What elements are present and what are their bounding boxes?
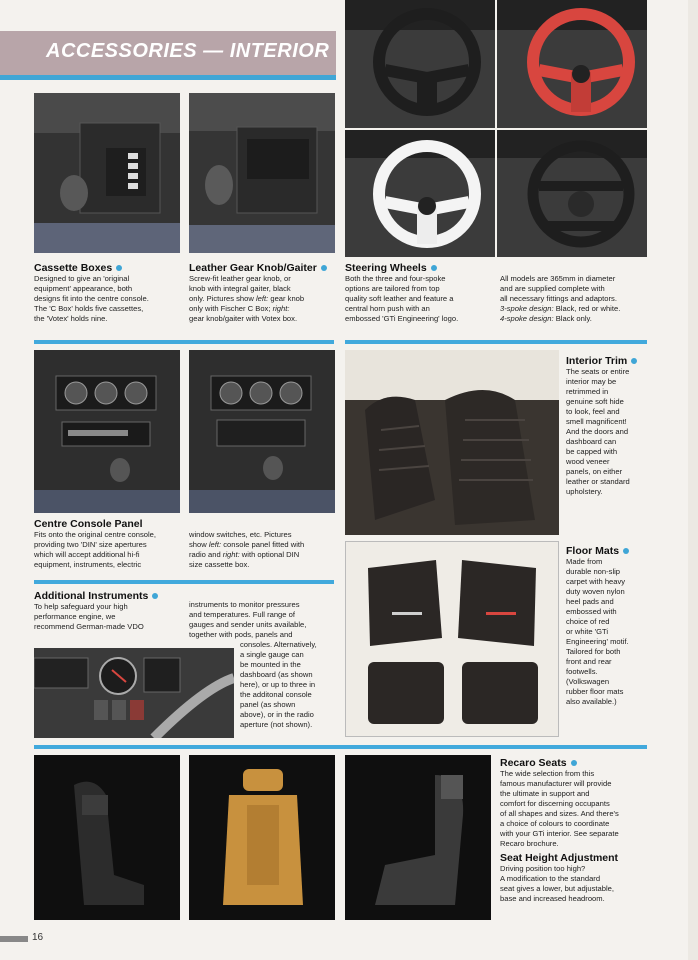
- seatheight-heading: Seat Height Adjustment: [500, 852, 619, 864]
- bullet-dot-icon: [431, 265, 437, 271]
- bullet-dot-icon: [116, 265, 122, 271]
- floormats-section: [566, 545, 656, 707]
- cassette-box-photo-c-box: [34, 93, 180, 253]
- instruments-heading: Additional Instruments: [34, 590, 188, 602]
- bullet-dot-icon: [631, 358, 637, 364]
- interior-trim-photo: [345, 350, 559, 535]
- cassette-text: Designed to give an 'original equipment' appearance, both designs fit into the centre console. The 'C Box' holds five cassettes, the 'Votex' holds nine.: [34, 274, 149, 323]
- steering-text-2: All models are 365mm in diameter and are supplied complete with all necessary fittings and adaptors. 3-spoke design: Black, red or white. 4-spoke design: Black only.: [500, 274, 621, 323]
- console-section: [34, 518, 188, 570]
- recaro-seat-photo-black: [34, 755, 180, 920]
- cassette-box-photo-votex: [189, 93, 335, 253]
- bullet-dot-icon: [152, 593, 158, 599]
- header-bar: [0, 31, 336, 75]
- seatheight-text: Driving position too high? A modification to the standard seat gives a lower, but adjustable, base and increased headroom.: [500, 864, 614, 903]
- header-divider: [0, 75, 336, 80]
- cassette-section: [34, 262, 184, 324]
- section-divider: [34, 340, 334, 344]
- steering-wheel-photo-four-spoke: [497, 130, 647, 257]
- bullet-dot-icon: [623, 548, 629, 554]
- steering-text: Both the three and four-spoke options are tailored from top quality soft leather and feature a central horn push with an embossed 'GTi Engineering' logo.: [345, 274, 459, 323]
- page-title: ACCESSORIES — INTERIOR: [46, 40, 330, 62]
- section-divider: [34, 745, 647, 749]
- page-number: 16: [32, 932, 44, 943]
- steering-wheel-photo-white: [345, 130, 495, 257]
- section-divider: [34, 580, 334, 584]
- console-text: Fits onto the original centre console, providing two 'DIN' size apertures which will accept additional hi-fi equipment, instruments, electric: [34, 530, 156, 569]
- instruments-text-2: instruments to monitor pressures and temperatures. Full range of gauges and sender units available, together with pods, panels and: [189, 600, 307, 639]
- console-panel-photo-cassette: [189, 350, 335, 513]
- instruments-text-3: consoles. Alternatively, a single gauge can be mounted in the dashboard (as shown here), or up to three in the additonal console panel (as shown above), or in the radio aperture (not shown).: [240, 640, 317, 729]
- gearknob-text: Screw-fit leather gear knob, or knob with integral gaiter, black only. Pictures show left: gear knob only with Fischer C Box; right: gear knob/gaiter with Votex box.: [189, 274, 305, 323]
- recaro-seat-photo-grey: [345, 755, 491, 920]
- console-text-2: window switches, etc. Pictures show left: console panel fitted with radio and right: with optional DIN size cassette box.: [189, 530, 305, 569]
- steering-heading: Steering Wheels: [345, 262, 495, 274]
- console-panel-photo-radio: [34, 350, 180, 513]
- floormats-heading: Floor Mats: [566, 545, 656, 557]
- page-edge: [688, 0, 698, 960]
- floormats-text: Made from durable non-slip carpet with heavy duty woven nylon heel pads and embossed with choice of red or white 'GTi Engineering' motif. Tailored for both front and rear footwells. (Volkswagen rubber floor mats also available.): [566, 557, 629, 706]
- steering-section: [345, 262, 495, 324]
- page-number-bar: [0, 936, 28, 942]
- gearknob-heading: Leather Gear Knob/Gaiter: [189, 262, 341, 274]
- steering-wheel-photo-black: [345, 0, 495, 128]
- console-heading: Centre Console Panel: [34, 518, 143, 530]
- section-divider: [345, 340, 647, 344]
- recaro-section: [500, 757, 660, 904]
- recaro-text: The wide selection from this famous manufacturer will provide the ultimate in support and comfort for discerning occupants of all shapes and sizes. And there's a choice of colours to coordinate with your GTi interior. See separate Recaro brochure.: [500, 769, 619, 848]
- instruments-text: To help safeguard your high performance engine, we recommend German-made VDO: [34, 602, 144, 631]
- bullet-dot-icon: [321, 265, 327, 271]
- recaro-heading: Recaro Seats: [500, 757, 660, 769]
- interior-text: The seats or entire interior may be retrimmed in genuine soft hide to look, feel and smell magnificent! And the doors and dashboard can be capped with wood veneer panels, on either leather or standard upholstery.: [566, 367, 630, 496]
- instruments-section: [34, 590, 188, 632]
- cassette-heading: Cassette Boxes: [34, 262, 184, 274]
- instruments-photo: [34, 648, 234, 738]
- bullet-dot-icon: [571, 760, 577, 766]
- recaro-seat-photo-tan: [189, 755, 335, 920]
- interior-heading: Interior Trim: [566, 355, 656, 367]
- gearknob-section: [189, 262, 341, 324]
- interior-section: [566, 355, 656, 497]
- steering-wheel-photo-red: [497, 0, 647, 128]
- floor-mats-photo: [345, 541, 559, 737]
